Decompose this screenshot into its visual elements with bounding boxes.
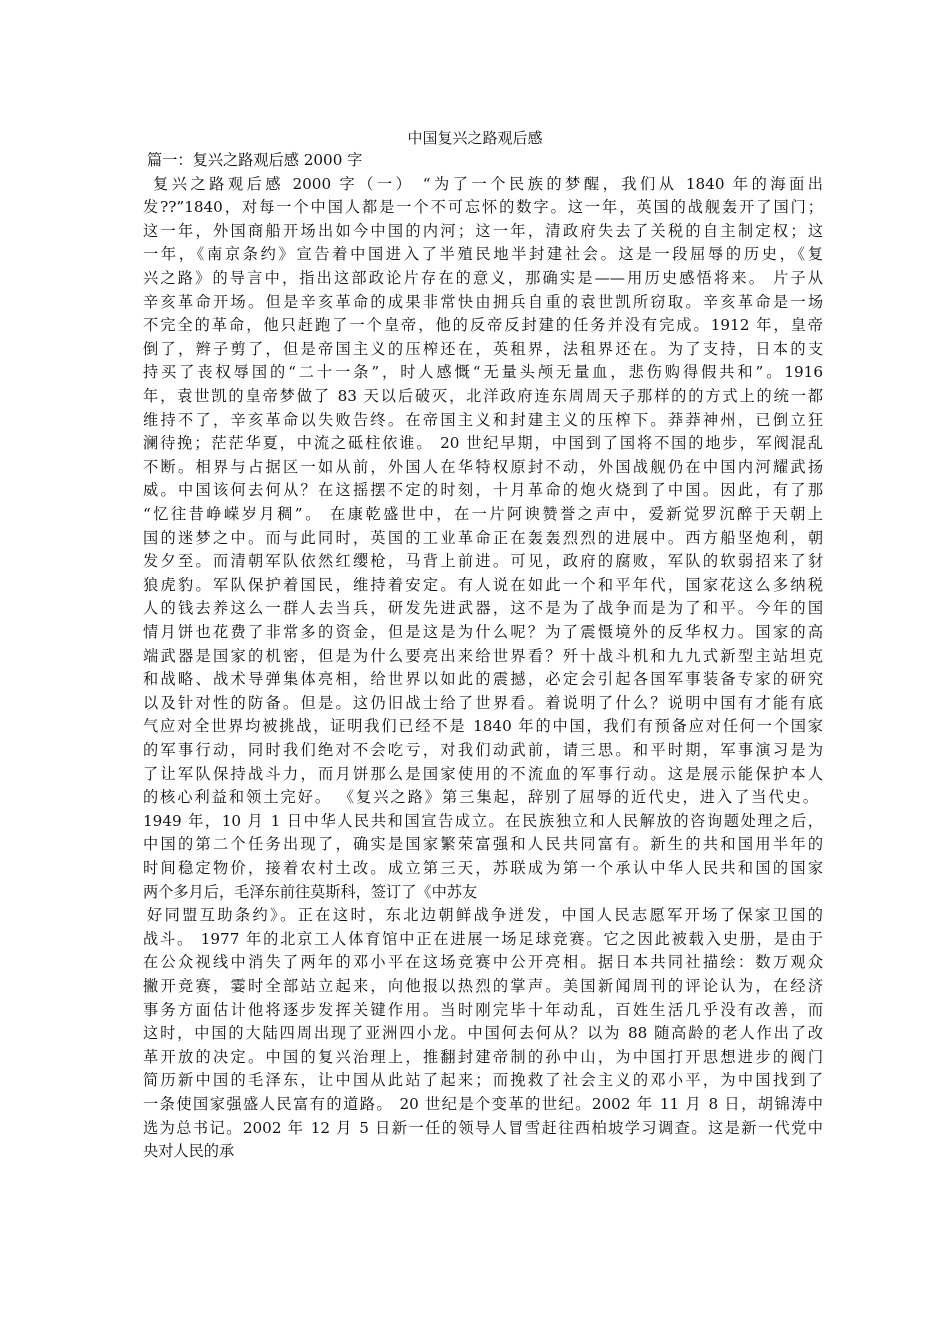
body-line: 1949 年，10 月 1 日中华人民共和国宣告成立。在民族独立和人民解放的咨询题处理之后， (143, 811, 823, 830)
body-line: 战斗。 1977 年的北京工人体育馆中正在进展一场足球竞赛。它之因此被载入史册，是由于 (143, 929, 823, 948)
body-line: 人的钱去养这么一群人去当兵，研发先进武器，这不是为了战争而是为了和平。今年的国 (143, 599, 823, 618)
body-line: 气应对全世界均被挑战，证明我们已经不是 1840 年的中国，我们有预备应对任何一个国家 (143, 717, 823, 736)
body-line: 简历新中国的毛泽东，让中国从此站了起来；而挽救了社会主义的邓小平，为中国找到了 (143, 1071, 823, 1090)
body-line: 国的迷梦之中。而与此同时，英国的工业革命正在轰轰烈烈的进展中。西方船坚炮利，朝 (143, 528, 823, 547)
body-line: 在公众视线中消失了两年的邓小平在这场竞赛中公开亮相。据日本共同社描绘：数万观众 (143, 953, 823, 972)
body-line: 发??”1840，对每一个中国人都是一个不可忘怀的数字。这一年，英国的战舰轰开了国门； (143, 198, 823, 217)
body-line: 中国的第二个任务出现了，确实是国家繁荣富强和人民共同富有。新生的共和国用半年的 (143, 835, 823, 854)
body-line: 复兴之路观后感 2000 字（一） “为了一个民族的梦醒，我们从 1840 年的海面出 (153, 174, 823, 193)
body-line: 这一年，外国商船开场出如今中国的内河；这一年，清政府失去了关税的自主制定权；这 (143, 221, 823, 240)
body-line: 选为总书记。2002 年 12 月 5 日新一任的领导人冒雪赶往西柏坡学习调查。这是新一代党中 (143, 1118, 823, 1137)
body-line: “忆往昔峥嵘岁月稠”。 在康乾盛世中，在一片阿谀赞誉之声中，爱新觉罗沉醉于天朝上 (143, 505, 823, 523)
body-line: 这时，中国的大陆四周出现了亚洲四小龙。中国何去何从？以为 88 随高龄的老人作出了改 (143, 1024, 823, 1043)
body-line: 好同盟互助条约》。正在这时，东北边朝鲜战争迸发，中国人民志愿军开场了保家卫国的 (147, 906, 823, 925)
body-line: 时间稳定物价，接着农村土改。成立第三天，苏联成为第一个承认中华人民共和国的国家 (143, 859, 823, 877)
body-line: 央对人民的承 (143, 1142, 235, 1161)
body-line: 情月饼也花费了非常多的资金，但是这是为什么呢？为了震慑境外的反华权力。国家的高 (143, 623, 823, 641)
body-line: 革开放的决定。中国的复兴治理上，推翻封建帝制的孙中山，为中国打开思想进步的阀门 (143, 1047, 823, 1066)
body-line: 撇开竞赛，霎时全部站立起来，向他报以热烈的掌声。美国新闻周刊的评论认为，在经济 (143, 977, 823, 995)
body-line: 一年，《南京条约》宣告着中国进入了半殖民地半封建社会。这是一段屈辱的历史，《复 (143, 245, 823, 264)
body-line: 的军事行动，同时我们绝对不会吃亏，对我们动武前，请三思。和平时期，军事演习是为 (143, 741, 823, 759)
body-line: 澜待挽；茫茫华夏，中流之砥柱依谁。 20 世纪早期，中国到了国将不国的地步，军阀混乱 (143, 434, 823, 453)
body-line: 端武器是国家的机密，但是为什么要亮出来给世界看？歼十战斗机和九九式新型主站坦克 (143, 646, 823, 665)
body-line: 以及针对性的防备。但是。这仍旧战士给了世界看。着说明了什么？说明中国有才能有底 (143, 693, 823, 712)
body-line: 事务方面估计他将逐步发挥关键作用。当时刚完毕十年动乱，百姓生活几乎没有改善，而 (143, 1000, 823, 1019)
body-line: 篇一：复兴之路观后感 2000 字 (147, 151, 363, 169)
body-line: 兴之路》的导言中，指出这部政论片存在的意义，那确实是——用历史感悟将来。 片子从 (143, 269, 823, 287)
body-line: 一条使国家强盛人民富有的道路。 20 世纪是个变革的世纪。2002 年 11 月 8 日，胡锦涛中 (143, 1095, 823, 1113)
body-line: 威。中国该何去何从？在这摇摆不定的时刻，十月革命的炮火烧到了中国。因此，有了那 (143, 481, 823, 500)
body-line: 两个多月后，毛泽东前往莫斯科，签订了《中苏友 (143, 882, 478, 901)
body-line: 和战略、战术导弹集体亮相，给世界以如此的震撼，必定会引起各国军事装备专家的研究 (143, 670, 823, 689)
body-line: 年，袁世凯的皇帝梦做了 83 天以后破灭，北洋政府连东周周天子那样的的方式上的统一都 (143, 387, 823, 405)
body-line: 发夕至。而清朝军队依然红缨枪，马背上前进。可见，政府的腐败，军队的软弱招来了豺 (143, 552, 823, 571)
body-line: 不完全的革命，他只赶跑了一个皇帝，他的反帝反封建的任务并没有完成。1912 年，皇帝 (143, 316, 823, 335)
body-line: 狼虎豹。军队保护着国民，维持着安定。有人说在如此一个和平年代，国家花这么多纳税 (143, 575, 823, 594)
body-line: 辛亥革命开场。但是辛亥革命的成果非常快由拥兵自重的袁世凯所窃取。辛亥革命是一场 (143, 292, 823, 311)
body-line: 了让军队保持战斗力，而月饼那么是国家使用的不流血的军事行动。这是展示能保护本人 (143, 764, 823, 783)
body-line: 不断。相界与占据区一如从前，外国人在华特权原封不动，外国战舰仍在中国内河耀武扬 (143, 457, 823, 476)
body-line: 维持不了，辛亥革命以失败告终。在帝国主义和封建主义的压榨下。莽莽神州，已倒立狂 (143, 410, 823, 429)
document-title: 中国复兴之路观后感 (407, 129, 543, 147)
body-line: 的核心利益和领土完好。 《复兴之路》第三集起，辞别了屈辱的近代史，进入了当代史。 (143, 788, 818, 807)
body-line: 倒了，辫子剪了，但是帝国主义的压榨还在，英租界，法租界还在。为了支持，日本的支 (143, 339, 823, 358)
body-line: 持买了丧权辱国的“二十一条”，时人感慨“无量头颅无量血，悲伤购得假共和”。1916 (143, 363, 823, 382)
